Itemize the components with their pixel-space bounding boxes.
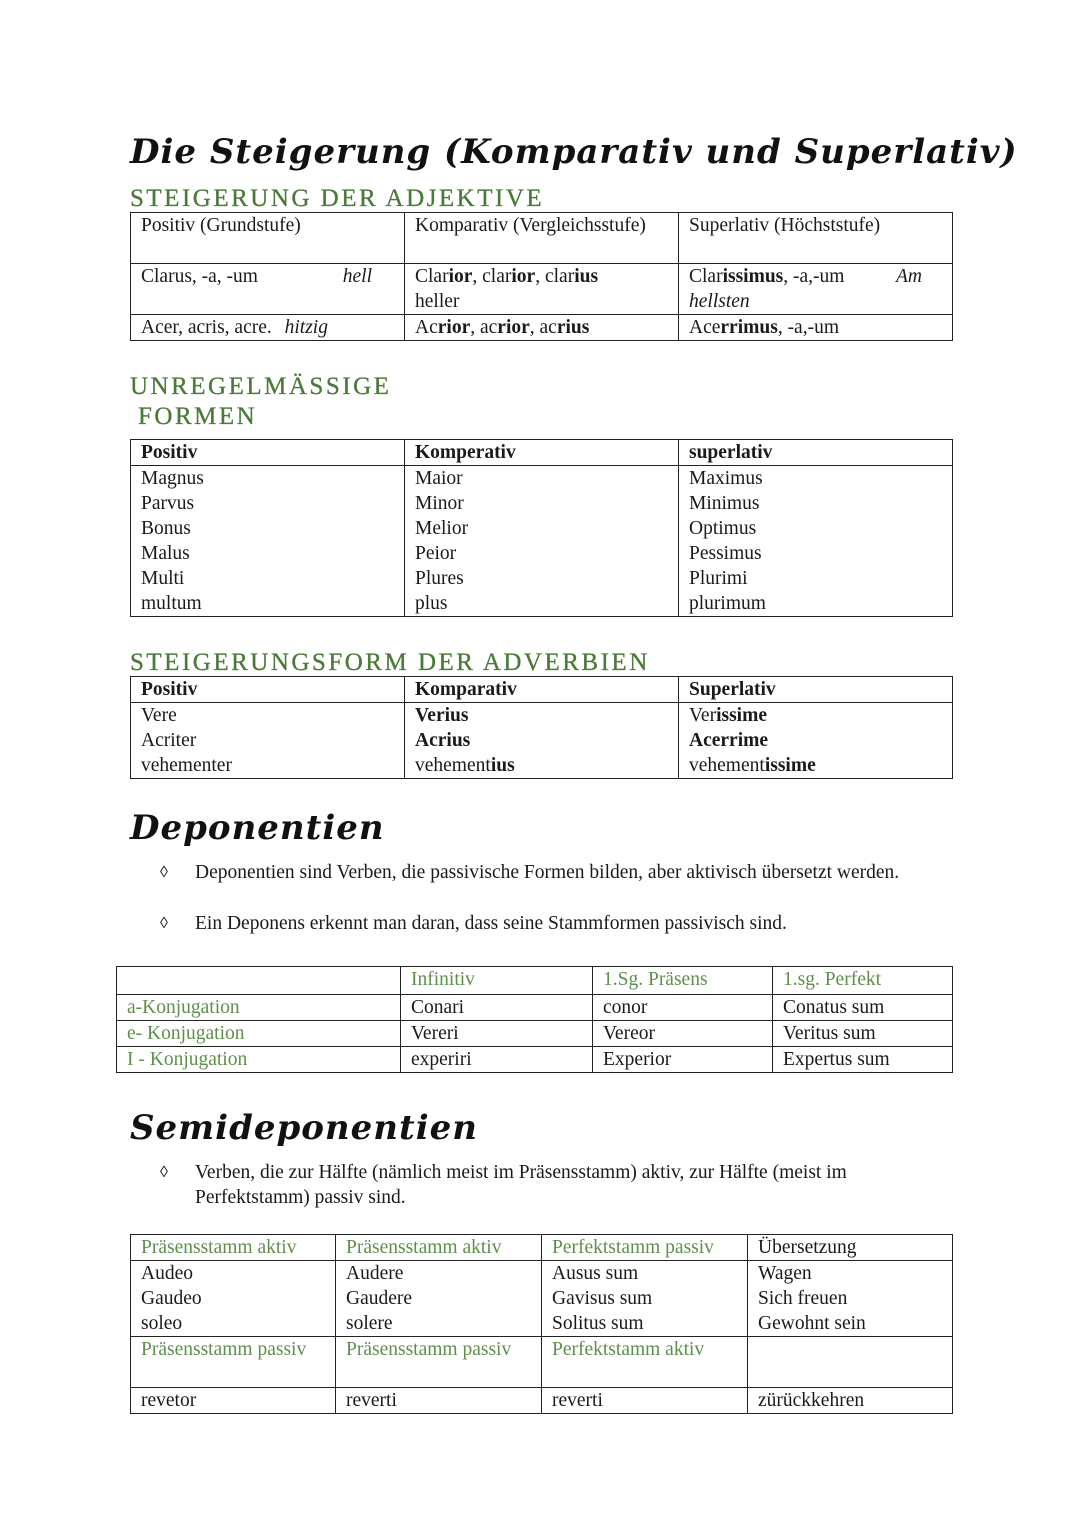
table-row <box>131 440 953 466</box>
semideponentien-title: Semideponentien <box>130 1108 478 1148</box>
translation: heller <box>415 291 460 312</box>
header-superlativ: Superlativ (Höchststufe) <box>679 213 953 264</box>
cell-positiv: Acer, acris, acre. hitzig <box>131 315 405 341</box>
table-row: a-Konjugation Conari conor Conatus sum <box>117 995 953 1021</box>
cell-positiv: Clarus, -a, -um hell <box>131 264 405 315</box>
translation: hell <box>342 266 372 287</box>
bullet-icon: ◊ <box>160 915 168 932</box>
adverbs-table <box>130 676 953 779</box>
header-komparativ: Komparativ <box>415 679 517 700</box>
table-row: revetor reverti reverti zürückkehren <box>131 1388 953 1414</box>
list-item: ◊ Deponentien sind Verben, die passivische Formen bilden, aber aktivisch übersetzt werden. <box>160 862 900 883</box>
col-superlativ: Verissime Acerrime vehementissime <box>679 703 953 779</box>
cell-superlativ: Clarissimus, -a,-um Am hellsten <box>679 264 953 315</box>
header-perfekt: 1.sg. Perfekt <box>773 967 953 995</box>
table-row <box>131 264 953 315</box>
table-row <box>131 703 953 779</box>
cell-komparativ: Clarior, clarior, clarius heller <box>405 264 679 315</box>
translation: hitzig <box>284 317 328 338</box>
irregular-heading-line2: FORMEN <box>138 403 258 430</box>
table-row <box>131 213 953 264</box>
cell-komparativ: Acrior, acrior, acrius <box>405 315 679 341</box>
table-row <box>131 677 953 703</box>
col-superlativ: Maximus Minimus Optimus Pessimus Plurimi plurimum <box>679 466 953 617</box>
header-komparativ: Komparativ (Vergleichsstufe) <box>405 213 679 264</box>
semideponentien-table <box>130 1234 953 1414</box>
header-positiv: Positiv (Grundstufe) <box>131 213 405 264</box>
irregular-heading-line1: UNREGELMÄSSIGE <box>130 373 392 400</box>
col-komparativ: Maior Minor Melior Peior Plures plus <box>405 466 679 617</box>
header-positiv: Positiv <box>141 679 198 700</box>
deponentien-title: Deponentien <box>130 808 385 848</box>
deponentien-table <box>116 966 953 1073</box>
table-row <box>131 466 953 617</box>
header-positiv: Positiv <box>141 442 198 463</box>
table-row: e- Konjugation Vereri Vereor Veritus sum <box>117 1021 953 1047</box>
header-superlativ: Superlativ <box>689 679 776 700</box>
table-row <box>117 967 953 995</box>
col-positiv: Vere Acriter vehementer <box>131 703 405 779</box>
table-row <box>131 315 953 341</box>
page-title: Die Steigerung (Komparativ und Superlativ) <box>130 132 1018 172</box>
cell-superlativ: Acerrimus, -a,-um <box>679 315 953 341</box>
table-row: I - Konjugation experiri Experior Expertus sum <box>117 1047 953 1073</box>
list-item: ◊ Ein Deponens erkennt man daran, dass seine Stammformen passivisch sind. <box>160 913 787 934</box>
list-item: ◊ Verben, die zur Hälfte (nämlich meist im Präsensstamm) aktiv, zur Hälfte (meist im Perfektstamm) passiv sind. <box>160 1162 847 1208</box>
header-superlativ: superlativ <box>689 442 773 463</box>
col-positiv: Magnus Parvus Bonus Malus Multi multum <box>131 466 405 617</box>
table-row: Audeo Gaudeo soleo Audere Gaudere solere Ausus sum Gavisus sum Solitus sum Wagen Sich freuen Gewohnt sein <box>131 1261 953 1337</box>
header-komparativ: Komperativ <box>415 442 516 463</box>
table-row: Präsensstamm passiv Präsensstamm passiv Perfektstamm aktiv <box>131 1337 953 1388</box>
translation: hellsten <box>689 291 750 312</box>
table-row: Präsensstamm aktiv Präsensstamm aktiv Perfektstamm passiv Übersetzung <box>131 1235 953 1261</box>
header-praesens: 1.Sg. Präsens <box>593 967 773 995</box>
bullet-icon: ◊ <box>160 864 168 881</box>
bullet-icon: ◊ <box>160 1164 168 1181</box>
adverbs-heading: STEIGERUNGSFORM DER ADVERBIEN <box>130 649 650 676</box>
adjectives-table <box>130 212 953 341</box>
irregular-table <box>130 439 953 617</box>
col-komparativ: Verius Acrius vehementius <box>405 703 679 779</box>
adjectives-heading: STEIGERUNG DER ADJEKTIVE <box>130 185 545 212</box>
header-infinitiv: Infinitiv <box>401 967 593 995</box>
